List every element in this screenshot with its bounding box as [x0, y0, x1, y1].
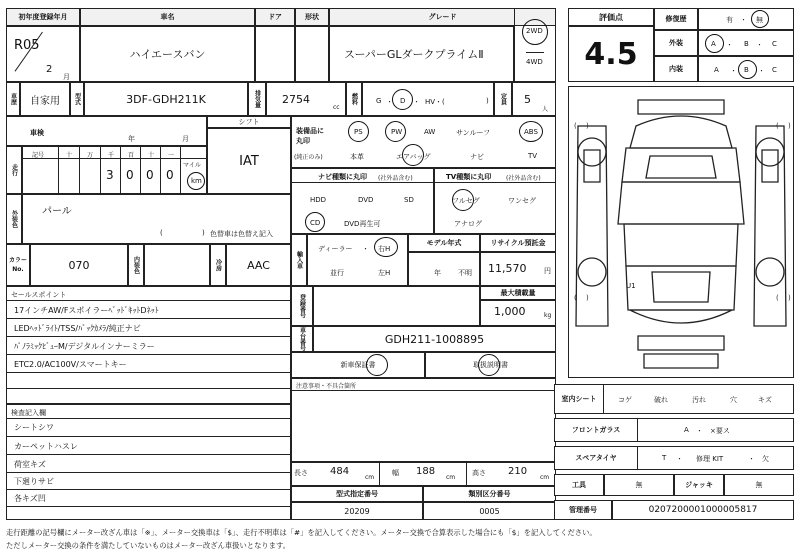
svg-text:): ) [586, 122, 589, 130]
capacity-value: 5 [524, 93, 531, 106]
car-diagram [568, 86, 794, 378]
sales-point-2: LEDﾍｯﾄﾞﾗｲﾄ/TSS/ﾊﾞｯｸｶﾒﾗ/純正ナビ [14, 324, 141, 333]
seat-koge: コゲ [618, 396, 632, 404]
fuel-d-circle [392, 89, 413, 110]
aircon-value: AAC [226, 244, 291, 286]
color-no-value: 070 [30, 244, 128, 286]
recycle-value: 11,570 [488, 262, 527, 275]
door-label: ドア [255, 8, 295, 26]
inspector-note-5: 各キズ凹 [14, 494, 46, 503]
mileage-digit-6: 0 [166, 168, 174, 182]
inspection-month: 月 [182, 135, 189, 143]
inspection-label: 車検 [30, 129, 44, 137]
tv-label: TV種類に丸印 [446, 173, 492, 181]
class-no-label: 類別区分番号 [423, 486, 556, 502]
grade-label: グレード [329, 8, 556, 26]
spare-dot1: ・ [676, 455, 683, 463]
drive-divider [526, 52, 544, 53]
color-note: 色替車は色替え記入 [210, 230, 273, 238]
sales-points-label: セールスポイント [11, 291, 67, 299]
navi-label: ナビ種類に丸印 [318, 173, 367, 181]
usage-value: 自家用 [20, 82, 70, 116]
equip-pw-circle [385, 121, 406, 142]
equipment-label: 装備品に丸印 [296, 127, 324, 145]
insp-line-1 [6, 436, 291, 437]
digit-label-5: 十 [148, 152, 155, 159]
svg-text:(: ( [776, 294, 779, 302]
tv-fullseg-circle [452, 189, 474, 211]
shape-label: 形状 [295, 8, 329, 26]
import-left-h: 左H [378, 269, 391, 277]
seat-kizu: キズ [758, 396, 772, 404]
exterior-label: 外装 [654, 30, 698, 56]
insp-head-line [6, 418, 291, 419]
car-name-label: 車名 [80, 8, 255, 26]
interior-a: A [714, 66, 719, 74]
jack-label: ジャッキ [674, 474, 724, 496]
aircon-label: 冷房 [210, 244, 226, 286]
exterior-color-label: 外装色 [6, 194, 22, 244]
windshield-x: ×要ス [710, 427, 730, 435]
mile-unit: マイル [183, 162, 201, 169]
fuel-d: D [400, 97, 406, 105]
sales-line-3 [6, 354, 291, 355]
seat-yabure: 破れ [654, 396, 668, 404]
notes-head-line [291, 390, 556, 391]
model-value: 3DF-GDH211K [84, 82, 248, 116]
notes-label: 注意事項・不具合箇所 [296, 383, 357, 390]
tv-header-line [434, 182, 556, 183]
spare-dot2: ・ [748, 455, 755, 463]
length-unit: cm [365, 474, 375, 481]
tv-oneseg: ワンセグ [508, 197, 536, 205]
exterior-c: C [772, 40, 777, 48]
manual-circle [478, 354, 500, 376]
equip-navi: ナビ [470, 153, 484, 161]
fuel-hv: HV・( [425, 98, 445, 106]
spare-label: スペアタイヤ [554, 446, 638, 470]
fuel-dot2: ・ [413, 98, 420, 106]
inspection-year: 年 [128, 135, 135, 143]
equip-airbag: エアバッグ [396, 153, 431, 161]
digit-div-2 [100, 146, 101, 194]
spare-kit: 修理 KIT [696, 455, 724, 463]
digit-label-2: 万 [87, 152, 94, 159]
tools-value: 無 [604, 474, 674, 496]
reg-year-label: 初年度登録年月 [6, 8, 80, 26]
km-unit: km [191, 177, 202, 185]
reg-month-unit: 月 [63, 73, 70, 81]
class-no-value: 0005 [423, 502, 556, 520]
inspector-note-4: 下廻りサビ [14, 477, 54, 486]
interior-color-value [144, 244, 210, 286]
seat-yogore: 汚れ [692, 396, 706, 404]
color-note-open: ( [160, 229, 163, 237]
insp-line-3 [6, 472, 291, 473]
insp-line-5 [6, 506, 291, 507]
new-warranty: 新車保証書 [291, 352, 425, 378]
windshield-label: フロントガラス [554, 418, 638, 442]
model-year-unknown: 不明 [458, 269, 472, 277]
exterior-dot2: ・ [756, 41, 763, 49]
equip-leather: 本革 [350, 153, 364, 161]
grade-value: スーパーGLダークプライムⅡ [329, 26, 514, 82]
sales-line-5 [6, 388, 291, 389]
length-label: 長さ [294, 469, 308, 477]
chassis-label: 車台番号 [291, 326, 313, 352]
navi-cd: CD [310, 219, 321, 227]
import-parallel: 並行 [330, 269, 344, 277]
door-value [255, 26, 295, 82]
displacement-label: 排気量 [248, 82, 266, 116]
equip-sunroof: サンルーフ [456, 129, 491, 137]
max-load-value: 1,000 [494, 305, 526, 318]
repair-label: 修復歴 [654, 8, 698, 30]
navi-dvd-play: DVD再生可 [344, 220, 381, 228]
svg-text:(: ( [776, 122, 779, 130]
shift-value: IAT [207, 128, 291, 194]
interior-color-label: 内装色 [128, 244, 144, 286]
digit-div-6 [180, 146, 181, 194]
displacement-unit: cc [333, 104, 340, 111]
jack-value: 無 [724, 474, 794, 496]
fuel-hv-close: ) [486, 97, 489, 105]
interior-c: C [772, 66, 777, 74]
reg-month-value: 2 [46, 64, 53, 75]
capacity-box [512, 82, 556, 116]
control-value: 0207200001000005817 [612, 500, 794, 520]
manual: 取扱説明書 [425, 352, 556, 378]
footer-note-2: ただしメーター交換の条件を満たしていないものはメーター改ざん車扱いとなります。 [6, 541, 290, 550]
fuel-g: G [376, 97, 382, 105]
max-load-label: 最大積載量 [480, 286, 556, 300]
width-value: 188 [416, 466, 436, 477]
interior-b: B [744, 66, 749, 74]
interior-b-circle [738, 60, 757, 79]
svg-text:): ) [586, 294, 589, 302]
right-h-circle [374, 237, 398, 257]
tv-fullseg: フルセグ [452, 197, 480, 205]
equip-abs-circle [519, 121, 543, 142]
exterior-a: A [711, 40, 716, 48]
score-value: 4.5 [568, 26, 654, 82]
seat-ana: 穴 [730, 396, 737, 404]
equipment-sub: (純正のみ) [294, 154, 323, 161]
exterior-a-circle [705, 34, 724, 53]
interior-dot2: ・ [758, 67, 765, 75]
tv-sub: (社外品含む) [506, 175, 541, 182]
repair-no: 無 [756, 16, 763, 24]
sales-point-3: ﾊﾟﾉﾗﾐｯｸﾋﾞｭｰM/デジタルインナーミラー [14, 342, 155, 351]
capacity-label: 定員 [494, 82, 512, 116]
width-unit: cm [446, 474, 456, 481]
repair-no-circle [751, 10, 769, 28]
equip-aw: AW [424, 128, 436, 136]
height-label: 高さ [472, 469, 486, 477]
fuel-dot1: ・ [386, 98, 393, 106]
import-right-h: 右H [378, 245, 391, 253]
insp-line-2 [6, 454, 291, 455]
exterior-dot1: ・ [726, 41, 733, 49]
reg-no-label: 登録番号 [291, 286, 313, 326]
navi-dvd: DVD [358, 196, 374, 204]
digit-div-4 [140, 146, 141, 194]
reg-no-value [313, 286, 480, 326]
digit-label-4: 百 [128, 152, 135, 159]
control-label: 管理番号 [554, 500, 612, 520]
sales-point-1: 17インチAW/FスポイラーﾍﾞｯﾄﾞｷｯﾄDﾈｯﾄ [14, 306, 159, 315]
color-note-close: ) [202, 229, 205, 237]
digit-label-0: 記号 [32, 152, 45, 159]
inspector-note-1: シートシワ [14, 423, 54, 432]
seat-label: 室内シート [554, 384, 604, 414]
exterior-color-value: パール [42, 206, 72, 217]
exterior-b: B [744, 40, 749, 48]
equip-airbag-circle [402, 144, 424, 166]
score-label: 評価点 [568, 8, 654, 26]
model-label: 型式 [70, 82, 84, 116]
digit-div-0 [58, 146, 59, 194]
equip-tv: TV [528, 152, 538, 160]
import-dot: ・ [362, 245, 369, 253]
length-value: 484 [330, 466, 350, 477]
equip-ps: PS [354, 128, 363, 136]
inspector-note-3: 荷室キズ [14, 460, 46, 469]
digit-label-1: 十 [66, 152, 73, 159]
drive-2wd-circle [522, 19, 548, 45]
recycle-yen: 円 [544, 267, 551, 275]
sales-head-line [6, 300, 291, 301]
type-cert-label: 型式指定番号 [291, 486, 423, 502]
spare-t: T [662, 454, 667, 462]
shape-value [295, 26, 329, 82]
dim-div-2 [466, 462, 467, 486]
import-dealer: ディーラー [318, 245, 353, 253]
shift-label: シフト [207, 116, 291, 128]
inspector-notes-label: 検査記入欄 [11, 409, 46, 417]
navi-hdd: HDD [310, 196, 327, 204]
sales-line-4 [6, 372, 291, 373]
svg-text:): ) [788, 294, 791, 302]
windshield-a: A [684, 426, 689, 434]
navi-sd: SD [404, 196, 414, 204]
height-unit: cm [540, 474, 550, 481]
max-load-kg: kg [544, 312, 552, 319]
model-year-year: 年 [434, 269, 441, 277]
interior-label: 内装 [654, 56, 698, 82]
width-label: 幅 [392, 469, 399, 477]
svg-text:(: ( [574, 122, 577, 130]
footer-note-1: 走行距離の記号欄にメーター改ざん車は「※」、メーター交換車は「$」、走行不明車は「#」を記入してください。メーター交換で合算表示した場合にも「$」を記入してください。 [6, 528, 597, 537]
insp-line-4 [6, 489, 291, 490]
repair-dot: ・ [740, 16, 747, 24]
chassis-value: GDH211-1008895 [313, 326, 556, 352]
drive-4wd: 4WD [526, 58, 543, 66]
type-cert-value: 20209 [291, 502, 423, 520]
svg-text:(: ( [574, 294, 577, 302]
sales-line-2 [6, 336, 291, 337]
capacity-unit: 人 [542, 106, 549, 113]
import-label: 輸入車 [291, 234, 307, 286]
navi-sub: (社外品含む) [378, 175, 413, 182]
navi-cd-circle [305, 212, 325, 232]
equip-pw: PW [391, 128, 403, 136]
new-warranty-circle [366, 354, 388, 376]
svg-text:): ) [788, 122, 791, 130]
inspector-note-2: カーペットハスレ [14, 442, 78, 451]
color-no-label: カラーNo. [6, 244, 30, 286]
sales-point-4: ETC2.0/AC100V/スマートキー [14, 360, 127, 369]
interior-dot1: ・ [730, 67, 737, 75]
navi-header-line [291, 182, 434, 183]
fuel-label: 燃料 [346, 82, 362, 116]
mileage-digit-3: 3 [106, 168, 114, 182]
digit-div-5 [160, 146, 161, 194]
equip-ps-circle [348, 121, 369, 142]
drive-2wd: 2WD [526, 27, 543, 35]
usage-label: 車歴 [6, 82, 20, 116]
digit-label-6: 一 [168, 152, 175, 159]
equip-abs: ABS [524, 128, 538, 136]
car-name-value: ハイエースバン [80, 26, 255, 82]
mileage-digit-5: 0 [146, 168, 154, 182]
digit-label-3: 千 [108, 152, 115, 159]
recycle-label: リサイクル預託金 [480, 234, 556, 252]
displacement-value: 2754 [282, 93, 310, 106]
km-circle [187, 172, 205, 190]
digit-div-1 [79, 146, 80, 194]
model-year-label: モデル年式 [408, 234, 480, 252]
tv-analog: アナログ [454, 220, 482, 228]
dim-div-1 [379, 462, 380, 486]
digit-div-3 [120, 146, 121, 194]
reg-year-value: R05 [14, 38, 40, 53]
mileage-digit-4: 0 [126, 168, 134, 182]
mileage-label: 走行 [6, 146, 22, 194]
repair-yes: 有 [726, 16, 733, 24]
height-value: 210 [508, 466, 528, 477]
diagram-u1-label: U1 [626, 282, 636, 290]
spare-none: 欠 [762, 455, 769, 463]
sales-line-1 [6, 318, 291, 319]
windshield-dot: ・ [696, 427, 703, 435]
tools-label: 工具 [554, 474, 604, 496]
